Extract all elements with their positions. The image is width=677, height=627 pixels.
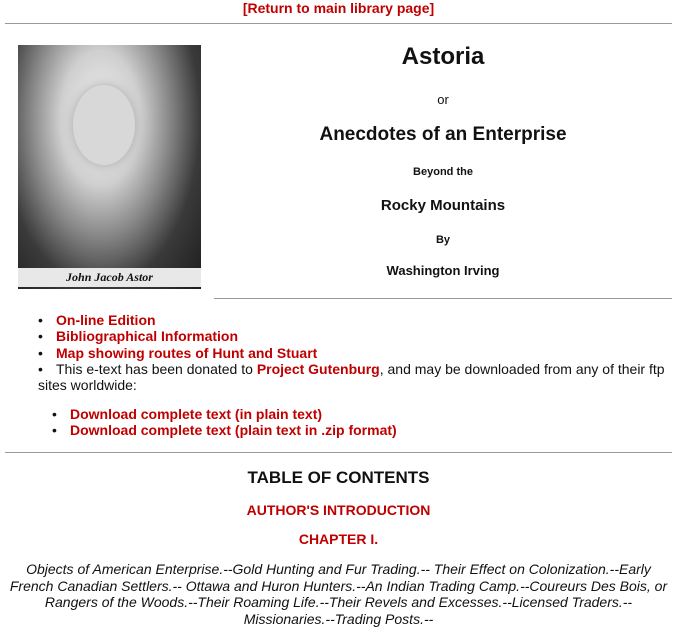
title-by: By [435, 234, 451, 246]
resource-list [38, 312, 668, 393]
return-main-library-link[interactable]: [Return to main library page] [242, 0, 435, 16]
toc-heading: TABLE OF CONTENTS [247, 468, 430, 487]
project-gutenberg-link[interactable]: Project Gutenburg [256, 360, 380, 377]
list-item [52, 406, 397, 422]
chapter-1-summary: Objects of American Enterprise.--Gold Hunting and Fur Trading.-- Their Effect on Colonization.--Early French Canadian Settlers.-- Ottawa and Huron Hunters.--An Indian Trading Camp.--Coureurs Des Bois, or Rangers of the Woods.--Their Roaming Life.--Their Revels and Excesses.--Licensed Traders.--Missionaries.--Trading Posts.-- [9, 561, 668, 627]
donated-text: • This e-text has been donated to [38, 361, 257, 377]
list-item [38, 361, 668, 394]
top-nav [0, 0, 677, 17]
download-zip-link[interactable]: Download complete text (plain text in .zip format) [70, 422, 397, 439]
download-plain-link[interactable]: Download complete text (in plain text) [70, 406, 323, 422]
divider [5, 23, 672, 24]
donated-text-end: , and may be downloaded from any of their ftp sites worldwide: [38, 360, 665, 394]
book-subtitle: Anecdotes of an Enterprise [319, 124, 567, 145]
chapter-1-link[interactable]: CHAPTER I. [298, 531, 379, 547]
download-list [52, 406, 397, 439]
portrait-image [18, 45, 201, 289]
list-item [52, 422, 397, 438]
list-item [38, 312, 668, 328]
map-routes-link[interactable]: Map showing routes of Hunt and Stuart [56, 344, 318, 361]
author-introduction-link[interactable]: AUTHOR'S INTRODUCTION [246, 502, 431, 518]
online-edition-link[interactable]: On-line Edition [56, 312, 156, 328]
bibliographical-info-link[interactable]: Bibliographical Information [56, 328, 239, 345]
divider [214, 298, 672, 299]
title-place: Rocky Mountains [380, 197, 506, 214]
divider [5, 452, 672, 453]
title-or: or [437, 92, 449, 107]
list-item [38, 328, 668, 344]
book-title: Astoria [401, 43, 485, 70]
title-beyond: Beyond the [413, 166, 473, 178]
portrait-face [73, 85, 135, 165]
portrait-caption: John Jacob Astor [18, 268, 201, 287]
list-item [38, 345, 668, 361]
book-author: Washington Irving [386, 263, 500, 278]
